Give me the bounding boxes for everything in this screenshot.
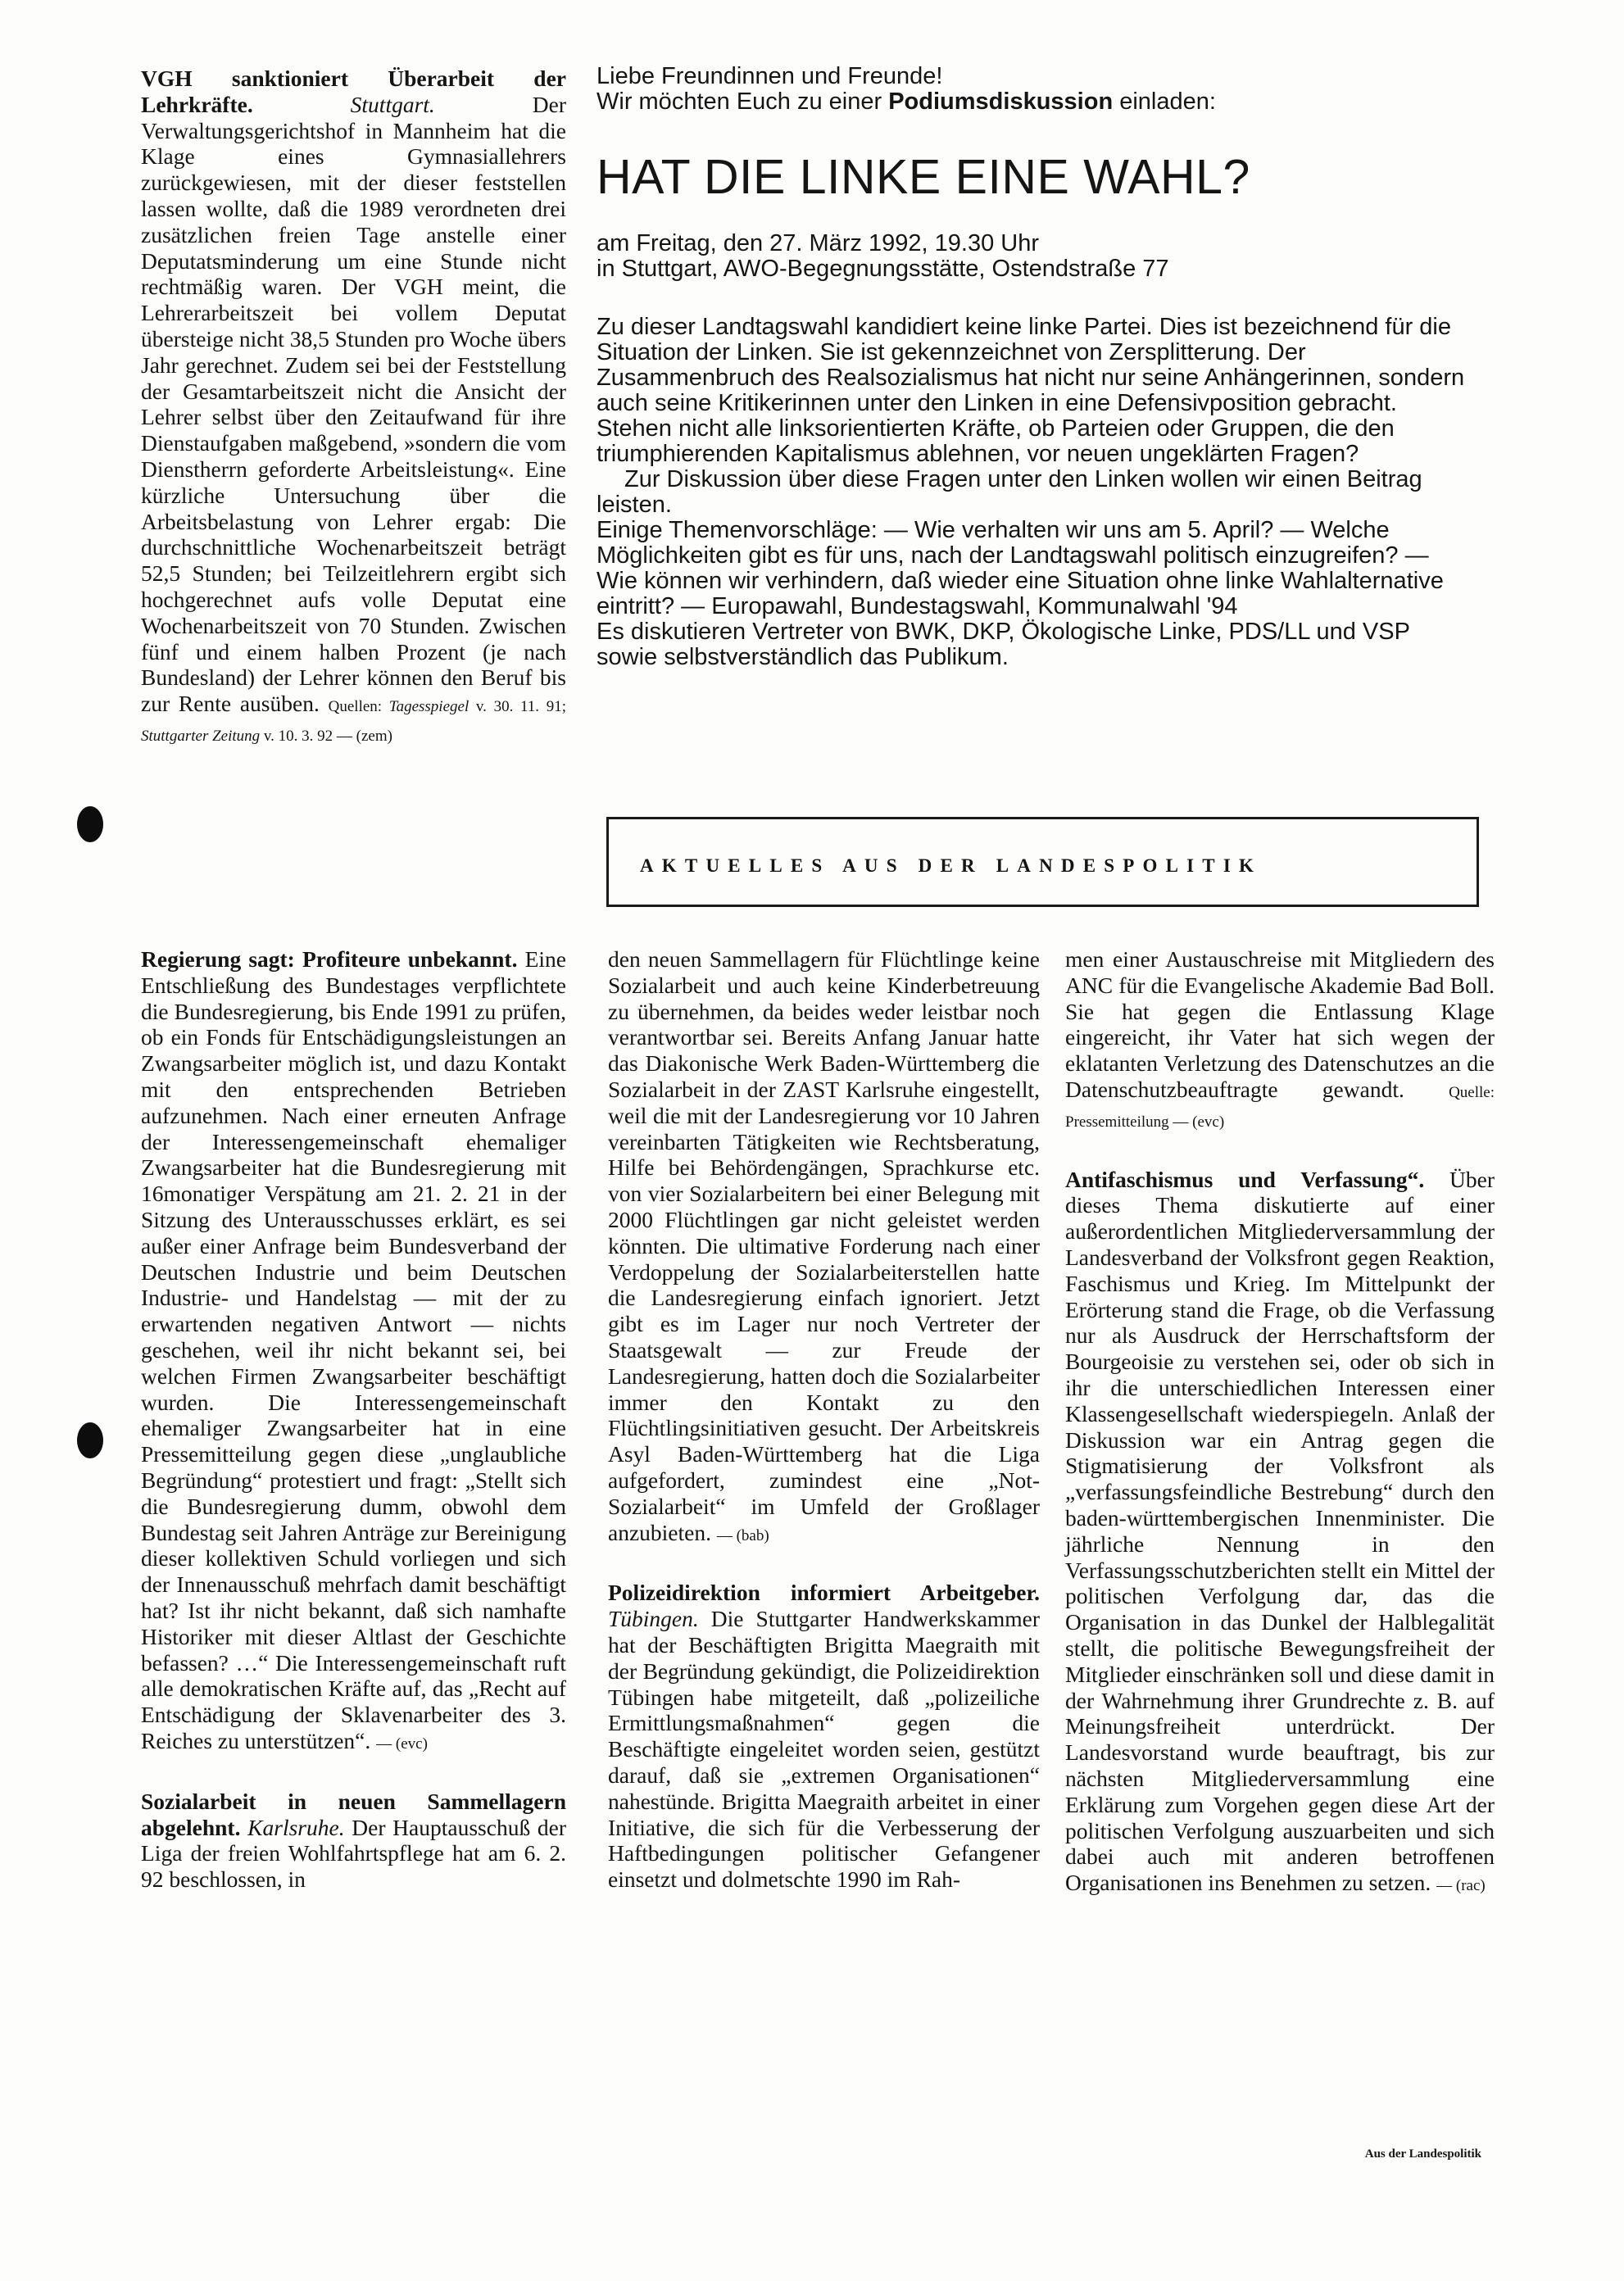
column-2 xyxy=(608,946,1040,1893)
column-1 xyxy=(141,946,566,1893)
article-text xyxy=(608,946,1040,1549)
article-source: — (evc) xyxy=(376,1735,428,1753)
article-text xyxy=(141,1789,566,1893)
article-body: Über dieses Thema diskutierte auf einer außerordentlichen Mitgliederversammlung der Landesverband der Volksfront gegen Reaktion, Faschismus und Krieg. Im Mittelpunkt der Erörterung stand die Frage, ob die Verfassung nur als Ausdruck der Herrschaftsform der Bourgeoisie zu verstehen sei, oder ob sich in ihr die unterschiedlichen Interessen einer Klassengesellschaft wiederspiegeln. Anlaß der Diskussion war ein Antrag gegen die Stigmatisierung der Volksfront als „verfassungsfeindliche Bestrebung“ durch den baden-württembergischen Innenminister. Die jährliche Nennung in den Verfassungsschutzberichten stellt ein Mittel der politischen Verfolgung dar, das die Organisation in das Dunkel der Halblegalität stellt, die politische Bewegungsfreiheit der Mitglieder einschränken soll und diese damit in der Wahrnehmung ihrer Grundrechte z. B. auf Meinungsfreiheit unterdrückt. Der Landesvorstand wurde beauftragt, bis zur nächsten Mitgliederversammlung eine Erklärung zum Vorgehen gegen diese Art der politischen Verfolgung auszuarbeiten und sich dabei auch mit anderen betroffenen Organisationen ins Benehmen zu setzen. xyxy=(1065,1166,1495,1896)
section-banner xyxy=(606,817,1479,907)
invitation xyxy=(597,64,1491,670)
article-body: Die Stuttgarter Handwerkskammer hat der Beschäftigten Brigitta Maegraith mit der Begründung gekündigt, die Polizeidirektion Tübingen habe mitgeteilt, daß „polizeiliche Ermittlungsmaßnahmen“ gegen die Beschäftigte eingeleitet worden seien, gestützt darauf, daß sie „extremen Organisationen“ nahestünde. Brigitta Maegraith arbeitet in einer Initiative, die sich für die Verbesserung der Haftbedingungen politischer Gefangener einsetzt und dolmetschte 1990 im Rah- xyxy=(608,1606,1040,1893)
article-body: Der Verwaltungsgerichtshof in Mannheim hat die Klage eines Gymnasiallehrers zurückgewiesen, mit der dieser feststellen lassen wollte, daß die 1989 verordneten drei zusätzlichen freien Tage anstelle einer Deputatsminderung um eine Stunde nicht rechtmäßig waren. Der VGH meint, die Lehrerarbeitszeit bei vollem Deputat übersteige nicht 38,5 Stunden pro Woche übers Jahr gerechnet. Zudem sei bei der Feststellung der Gesamtarbeitszeit nicht die Ansicht der Lehrer selbst über den Zeitaufwand für ihre Dienstaufgaben maßgebend, »sondern die vom Dienstherrn geforderte Arbeitsleistung«. Eine kürzliche Untersuchung über die Arbeitsbelastung von Lehrer ergab: Die durchschnittliche Wochenarbeitszeit beträgt 52,5 Stunden; bei Teilzeitlehrern ergibt sich hochgerechnet aufs volle Deputat eine Wochenarbeitszeit von 70 Stunden. Zwischen fünf und einem halben Prozent (je nach Bundesland) der Lehrer können den Beruf bis zur Rente ausüben. xyxy=(141,91,567,717)
article-source: — (bab) xyxy=(716,1526,769,1544)
article-text xyxy=(141,946,566,1757)
article-headline: Antifaschismus und Verfassung“. xyxy=(1065,1166,1425,1192)
article-place: Karlsruhe. xyxy=(247,1814,345,1840)
punch-hole xyxy=(77,1422,103,1458)
article-text xyxy=(1065,1167,1495,1899)
article-vgh xyxy=(141,66,566,750)
article-source: — (rac) xyxy=(1436,1877,1486,1895)
article-headline: Sozialarbeit in neuen Sammellagern abgelehnt. xyxy=(141,1788,566,1840)
article-source: Quelle: Pressemitteilung — (evc) xyxy=(1065,1083,1495,1131)
article-text xyxy=(141,66,566,750)
article-place: Tübingen. xyxy=(608,1606,699,1632)
page-footer: Aus der Landespolitik xyxy=(1364,2147,1481,2161)
invitation-title: HAT DIE LINKE EINE WAHL? xyxy=(597,150,1250,204)
article-headline: VGH sanktioniert Überarbeit der Lehrkräfte. xyxy=(141,66,566,117)
article-source: Quellen: Tagesspiegel v. 30. 11. 91; Stuttgarter Zeitung v. 10. 3. 92 — (zem) xyxy=(141,698,566,745)
invitation-paragraph: Es diskutieren Vertreter von BWK, DKP, Ökologische Linke, PDS/LL und VSP sowie selbstverständlich das Publikum. xyxy=(597,619,1410,670)
event-date: am Freitag, den 27. März 1992, 19.30 Uhr xyxy=(597,230,1040,256)
article-headline: Polizeidirektion informiert Arbeitgeber. xyxy=(608,1580,1040,1606)
article-headline: Regierung sagt: Profiteure unbekannt. xyxy=(141,946,518,972)
invitation-paragraph: Zu dieser Landtagswahl kandidiert keine linke Partei. Dies ist bezeichnend für die Situation der Linken. Sie ist gekennzeichnet von Zersplitterung. Der Zusammenbruch des Realsozialismus hat nicht nur seine Anhängerinnen, sondern auch seine Kritikerinnen unter den Linken in eine Defensivposition gebracht. Stehen nicht alle linksorientierten Kräfte, ob Parteien oder Gruppen, die den triumphierenden Kapitalismus ablehnen, vor neuen ungeklärten Fragen? xyxy=(597,314,1465,467)
article-text xyxy=(608,1580,1040,1893)
invitation-paragraph: Zur Diskussion über diese Fragen unter den Linken wollen wir einen Beitrag leisten. xyxy=(597,466,1422,518)
punch-hole xyxy=(77,806,103,842)
article-body: men einer Austauschreise mit Mitgliedern des ANC für die Evangelische Akademie Bad Boll. Sie hat gegen die Entlassung Klage eingereicht, ihr Vater hat sich wegen der eklatanten Verletzung des Datenschutzes an die Datenschutzbeauftragte gewandt. xyxy=(1065,946,1495,1102)
section-title: AKTUELLES AUS DER LANDESPOLITIK xyxy=(640,855,1263,876)
greeting: Liebe Freundinnen und Freunde! xyxy=(597,63,943,89)
column-3 xyxy=(1065,946,1495,1899)
topic-suggestions: Einige Themenvorschläge: — Wie verhalten wir uns am 5. April? — Welche Möglichkeiten gibt es für uns, nach der Landtagswahl politisch einzugreifen? — Wie können wir verhindern, daß wieder eine Situation ohne linke Wahlalternative eintritt? — Europawahl, Bundestagswahl, Kommunalwahl '94 xyxy=(597,517,1444,619)
article-body: Eine Entschließung des Bundestages verpflichtete die Bundesregierung, bis Ende 1991 zu prüfen, ob ein Fonds für Entschädigungsleistungen an Zwangsarbeiter möglich ist, und dazu Kontakt mit den entsprechenden Betrieben aufzunehmen. Nach einer erneuten Anfrage der Interessengemeinschaft ehemaliger Zwangsarbeiter hat die Bundesregierung mit 16monatiger Verspätung am 21. 2. 21 in der Sitzung des Unterausschusses erklärt, es sei außer einer Anfrage beim Bundesverband der Deutschen Industrie und beim Deutschen Industrie- und Handelstag — mit der zu erwartenden negativen Antwort — nichts geschehen, weil ihr nicht bekannt sei, bei welchen Firmen Zwangsarbeiter beschäftigt wurden. Die Interessengemeinschaft ehemaliger Zwangsarbeiter hat in eine Pressemitteilung gegen diese „unglaubliche Begründung“ protestiert und fragt: „Stellt sich die Bundesregierung dumm, obwohl dem Bundestag seit Jahren Anträge zur Bereinigung dieser kollektiven Schuld vorliegen und sich der Innenausschuß mehrfach damit beschäftigt hat? Ist ihr nicht bekannt, daß sich namhafte Historiker mit dieser Altlast der Geschichte befassen? …“ Die Interessengemeinschaft ruft alle demokratischen Kräfte auf, das „Recht auf Entschädigung der Sklavenarbeiter des 3. Reiches zu unterstützen“. xyxy=(141,946,566,1753)
article-text xyxy=(1065,946,1495,1136)
article-body: Der Hauptausschuß der Liga der freien Wohlfahrtspflege hat am 6. 2. 92 beschlossen, in xyxy=(141,1814,566,1893)
article-body: den neuen Sammellagern für Flüchtlinge keine Sozialarbeit und auch keine Kinderbetreuung zu übernehmen, da beides weder leistbar noch verantwortbar sei. Bereits Anfang Januar hatte das Diakonische Werk Baden-Württemberg die Sozialarbeit in der ZAST Karlsruhe eingestellt, weil die mit der Landesregierung vor 10 Jahren vereinbarten Tätigkeiten wie Rechtsberatung, Hilfe bei Behördengängen, Sprachkurse etc. von vier Sozialarbeitern bei einer Belegung mit 2000 Flüchtlingen gar nicht geleistet werden könnten. Die ultimative Forderung nach einer Verdoppelung der Sozialarbeiterstellen hatte die Landesregierung einfach ignoriert. Jetzt gibt es im Lager nur noch Vertreter der Staatsgewalt — zur Freude der Landesregierung, hatten doch die Sozialarbeiter immer den Kontakt zu den Flüchtlingsinitiativen gesucht. Der Arbeitskreis Asyl Baden-Württemberg hat die Liga aufgefordert, zumindest eine „Not-Sozialarbeit“ im Umfeld der Großlager anzubieten. xyxy=(608,946,1040,1545)
intro: Wir möchten Euch zu einer Podiumsdiskussion einladen: xyxy=(597,88,1216,115)
article-place: Stuttgart. xyxy=(350,91,435,117)
event-venue: in Stuttgart, AWO-Begegnungsstätte, Ostendstraße 77 xyxy=(597,256,1169,282)
